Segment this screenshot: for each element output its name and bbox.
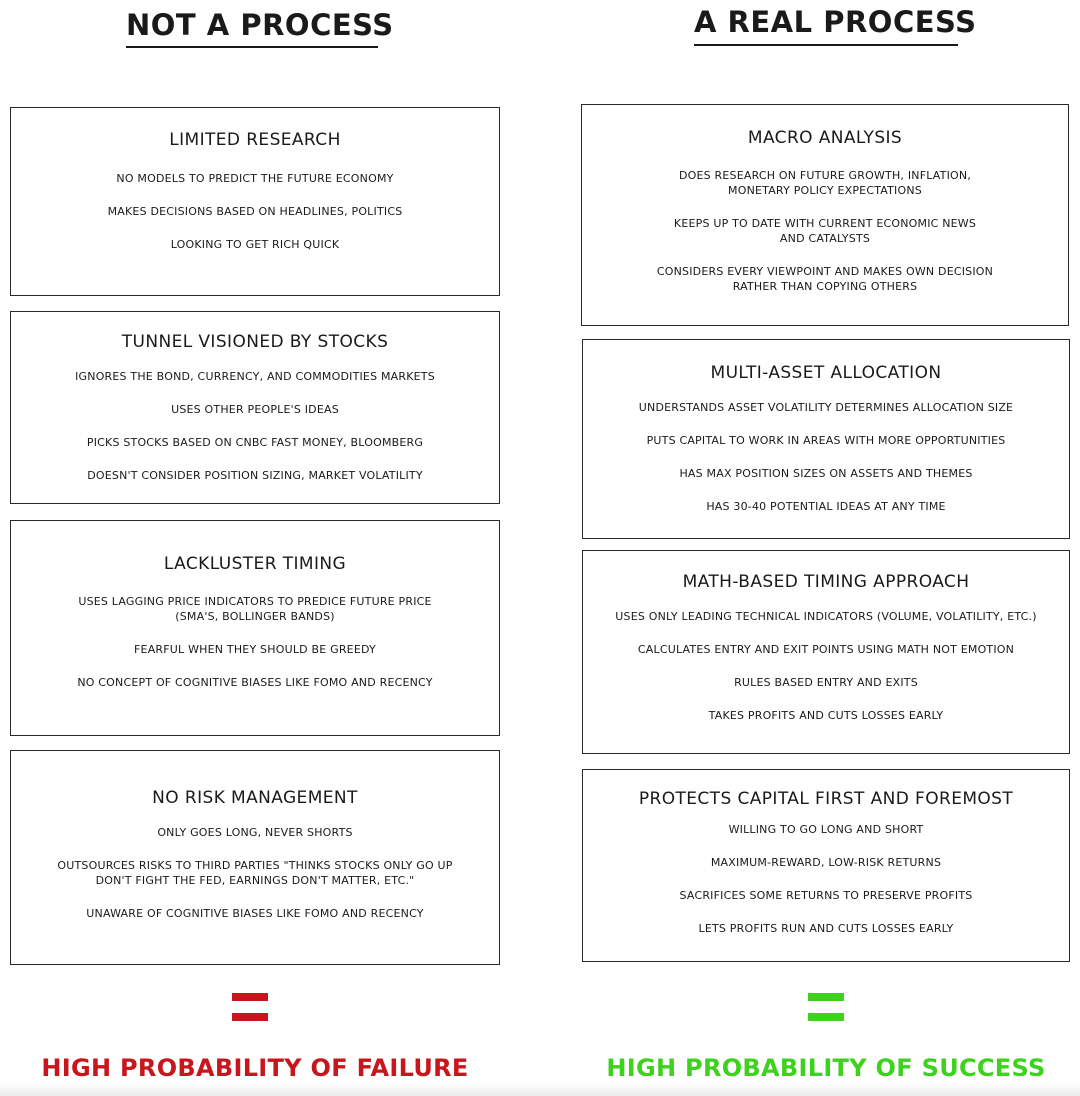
list-item: MAXIMUM-REWARD, LOW-RISK RETURNS [710, 856, 942, 869]
box-item-list [583, 609, 1069, 723]
list-item: TAKES PROFITS AND CUTS LOSSES EARLY [708, 709, 944, 722]
equals-bar [808, 993, 844, 1001]
box-title: TUNNEL VISIONED BY STOCKS [121, 332, 389, 352]
box-no-risk-management [10, 750, 500, 965]
box-item-list [583, 822, 1069, 936]
box-math-based-timing [582, 550, 1070, 754]
bottom-fade [0, 1082, 1080, 1096]
box-item-list [11, 825, 499, 921]
equals-sign-green [808, 993, 844, 1021]
list-item: PICKS STOCKS BASED ON CNBC FAST MONEY, BLOOMBERG [86, 436, 424, 449]
box-lackluster-timing [10, 520, 500, 736]
box-title: MATH-BASED TIMING APPROACH [682, 572, 970, 592]
list-item: USES ONLY LEADING TECHNICAL INDICATORS (VOLUME, VOLATILITY, ETC.) [615, 610, 1037, 623]
list-item: USES LAGGING PRICE INDICATORS TO PREDICE FUTURE PRICE (SMA'S, BOLLINGER BANDS) [78, 595, 432, 623]
list-item: UNDERSTANDS ASSET VOLATILITY DETERMINES ALLOCATION SIZE [638, 401, 1014, 414]
list-item: NO MODELS TO PREDICT THE FUTURE ECONOMY [116, 172, 394, 185]
list-item: NO CONCEPT OF COGNITIVE BIASES LIKE FOMO AND RECENCY [77, 676, 433, 689]
list-item: FEARFUL WHEN THEY SHOULD BE GREEDY [134, 643, 376, 656]
box-protects-capital [582, 769, 1070, 962]
outcome-failure: HIGH PROBABILITY OF FAILURE [41, 1054, 469, 1082]
list-item: LOOKING TO GET RICH QUICK [170, 238, 340, 251]
box-title: NO RISK MANAGEMENT [152, 788, 358, 808]
list-item: RULES BASED ENTRY AND EXITS [734, 676, 918, 689]
box-item-list [582, 168, 1068, 294]
equals-bar [232, 993, 268, 1001]
list-item: ONLY GOES LONG, NEVER SHORTS [157, 826, 353, 839]
list-item: SACRIFICES SOME RETURNS TO PRESERVE PROFITS [679, 889, 973, 902]
box-item-list [583, 400, 1069, 514]
list-item: DOESN'T CONSIDER POSITION SIZING, MARKET VOLATILITY [87, 469, 423, 482]
list-item: CALCULATES ENTRY AND EXIT POINTS USING MATH NOT EMOTION [637, 643, 1015, 656]
box-title: LACKLUSTER TIMING [163, 554, 347, 574]
list-item: LETS PROFITS RUN AND CUTS LOSSES EARLY [698, 922, 954, 935]
box-title: MULTI-ASSET ALLOCATION [710, 363, 942, 383]
box-title: PROTECTS CAPITAL FIRST AND FOREMOST [638, 789, 1014, 809]
box-macro-analysis [581, 104, 1069, 326]
list-item: KEEPS UP TO DATE WITH CURRENT ECONOMIC NEWS AND CATALYSTS [673, 217, 977, 245]
left-heading: NOT A PROCESS [126, 8, 394, 42]
list-item: OUTSOURCES RISKS TO THIRD PARTIES "THINKS STOCKS ONLY GO UP DON'T FIGHT THE FED, EARNINGS DON'T MATTER, ETC." [57, 859, 453, 887]
left-heading-underline [126, 46, 378, 48]
list-item: HAS MAX POSITION SIZES ON ASSETS AND THEMES [679, 467, 973, 480]
right-heading: A REAL PROCESS [694, 5, 977, 39]
box-tunnel-visioned [10, 311, 500, 504]
outcome-success: HIGH PROBABILITY OF SUCCESS [606, 1054, 1046, 1082]
box-item-list [11, 369, 499, 483]
list-item: DOES RESEARCH ON FUTURE GROWTH, INFLATION, MONETARY POLICY EXPECTATIONS [678, 169, 972, 197]
equals-sign-red [232, 993, 268, 1021]
box-limited-research [10, 107, 500, 296]
list-item: CONSIDERS EVERY VIEWPOINT AND MAKES OWN DECISION RATHER THAN COPYING OTHERS [656, 265, 994, 293]
right-heading-underline [694, 44, 958, 46]
box-multi-asset-allocation [582, 339, 1070, 539]
box-item-list [11, 594, 499, 690]
equals-bar [232, 1013, 268, 1021]
list-item: PUTS CAPITAL TO WORK IN AREAS WITH MORE OPPORTUNITIES [646, 434, 1006, 447]
list-item: IGNORES THE BOND, CURRENCY, AND COMMODITIES MARKETS [75, 370, 435, 383]
equals-bar [808, 1013, 844, 1021]
list-item: USES OTHER PEOPLE'S IDEAS [171, 403, 339, 416]
box-title: MACRO ANALYSIS [747, 128, 903, 148]
list-item: WILLING TO GO LONG AND SHORT [728, 823, 924, 836]
list-item: HAS 30-40 POTENTIAL IDEAS AT ANY TIME [706, 500, 946, 513]
list-item: UNAWARE OF COGNITIVE BIASES LIKE FOMO AND RECENCY [86, 907, 424, 920]
box-item-list [11, 171, 499, 252]
box-title: LIMITED RESEARCH [169, 130, 341, 150]
list-item: MAKES DECISIONS BASED ON HEADLINES, POLITICS [107, 205, 403, 218]
